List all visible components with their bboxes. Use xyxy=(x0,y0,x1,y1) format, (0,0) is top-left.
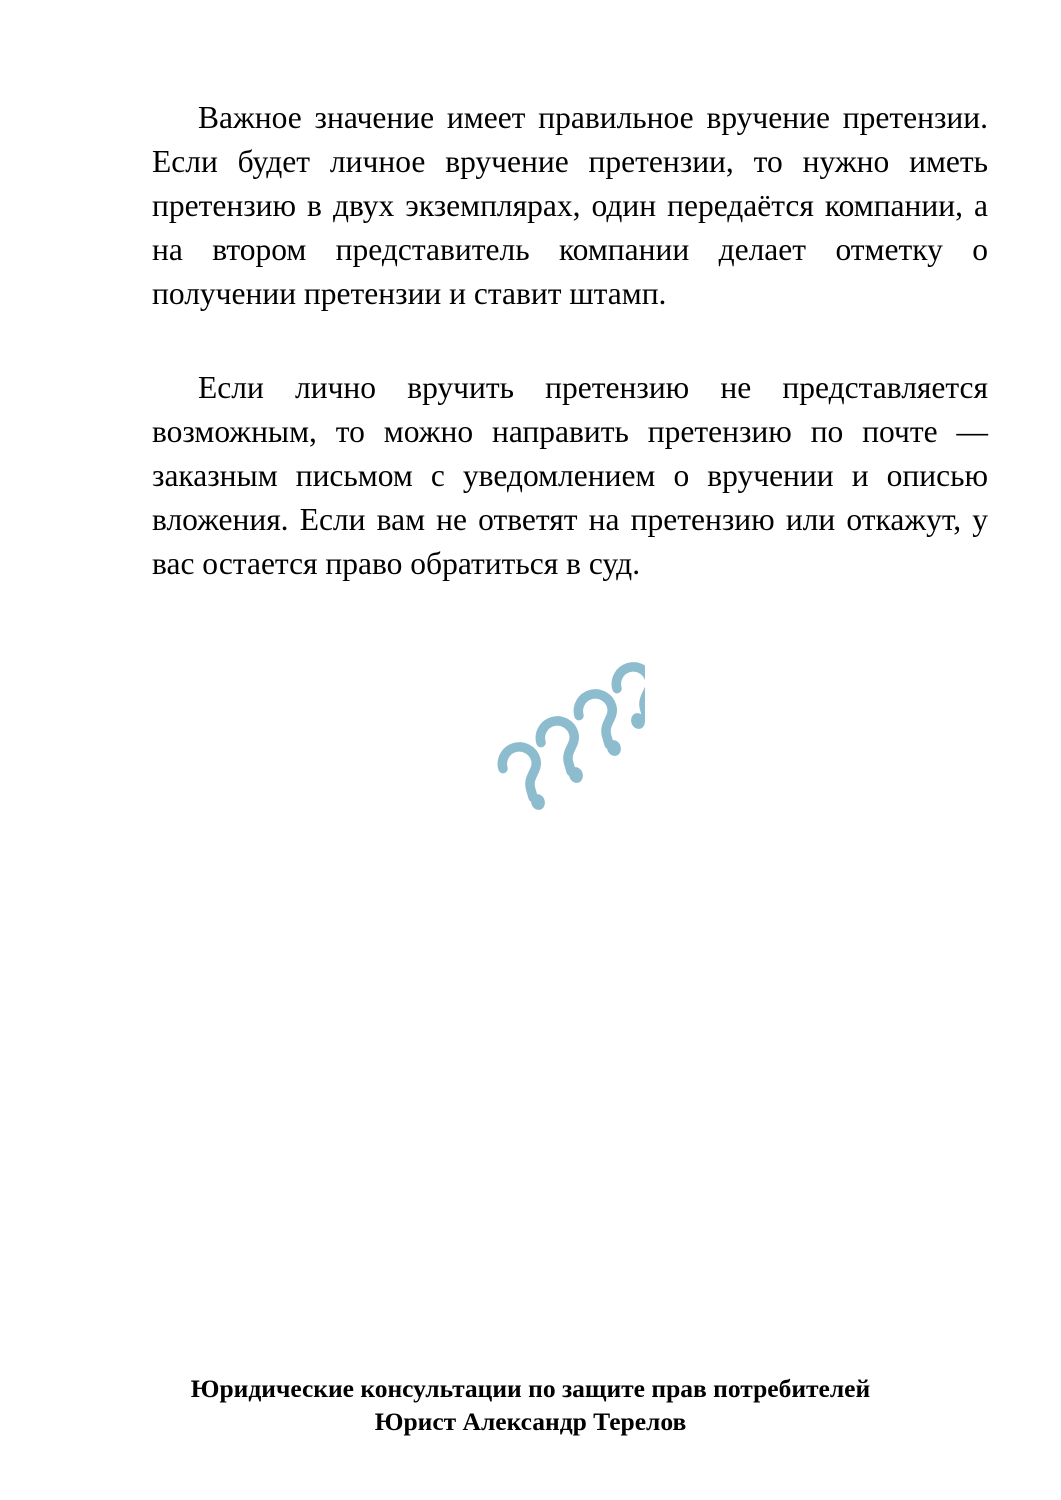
question-marks-icon xyxy=(487,662,645,814)
page-footer xyxy=(0,1372,1061,1438)
footer-line-author: Юрист Александр Терелов xyxy=(374,1407,687,1436)
footer-line-organization: Юридические консультации по защите прав потребителей xyxy=(190,1374,871,1403)
body-paragraph-2: Если лично вручить претензию не представляется возможным, то можно направить претензию по почте — заказным письмом с уведомлением о вручении и описью вложения. Если вам не ответят на претензию или откажут, у вас остается право обратиться в суд. xyxy=(152,370,988,581)
body-paragraph-1: Важное значение имеет правильное вручение претензии. Если будет личное вручение претензии, то нужно иметь претензию в двух экземплярах, один передаётся компании, а на втором представитель компании делает отметку о получении претензии и ставит штамп. xyxy=(152,100,988,311)
document-body xyxy=(152,96,988,586)
